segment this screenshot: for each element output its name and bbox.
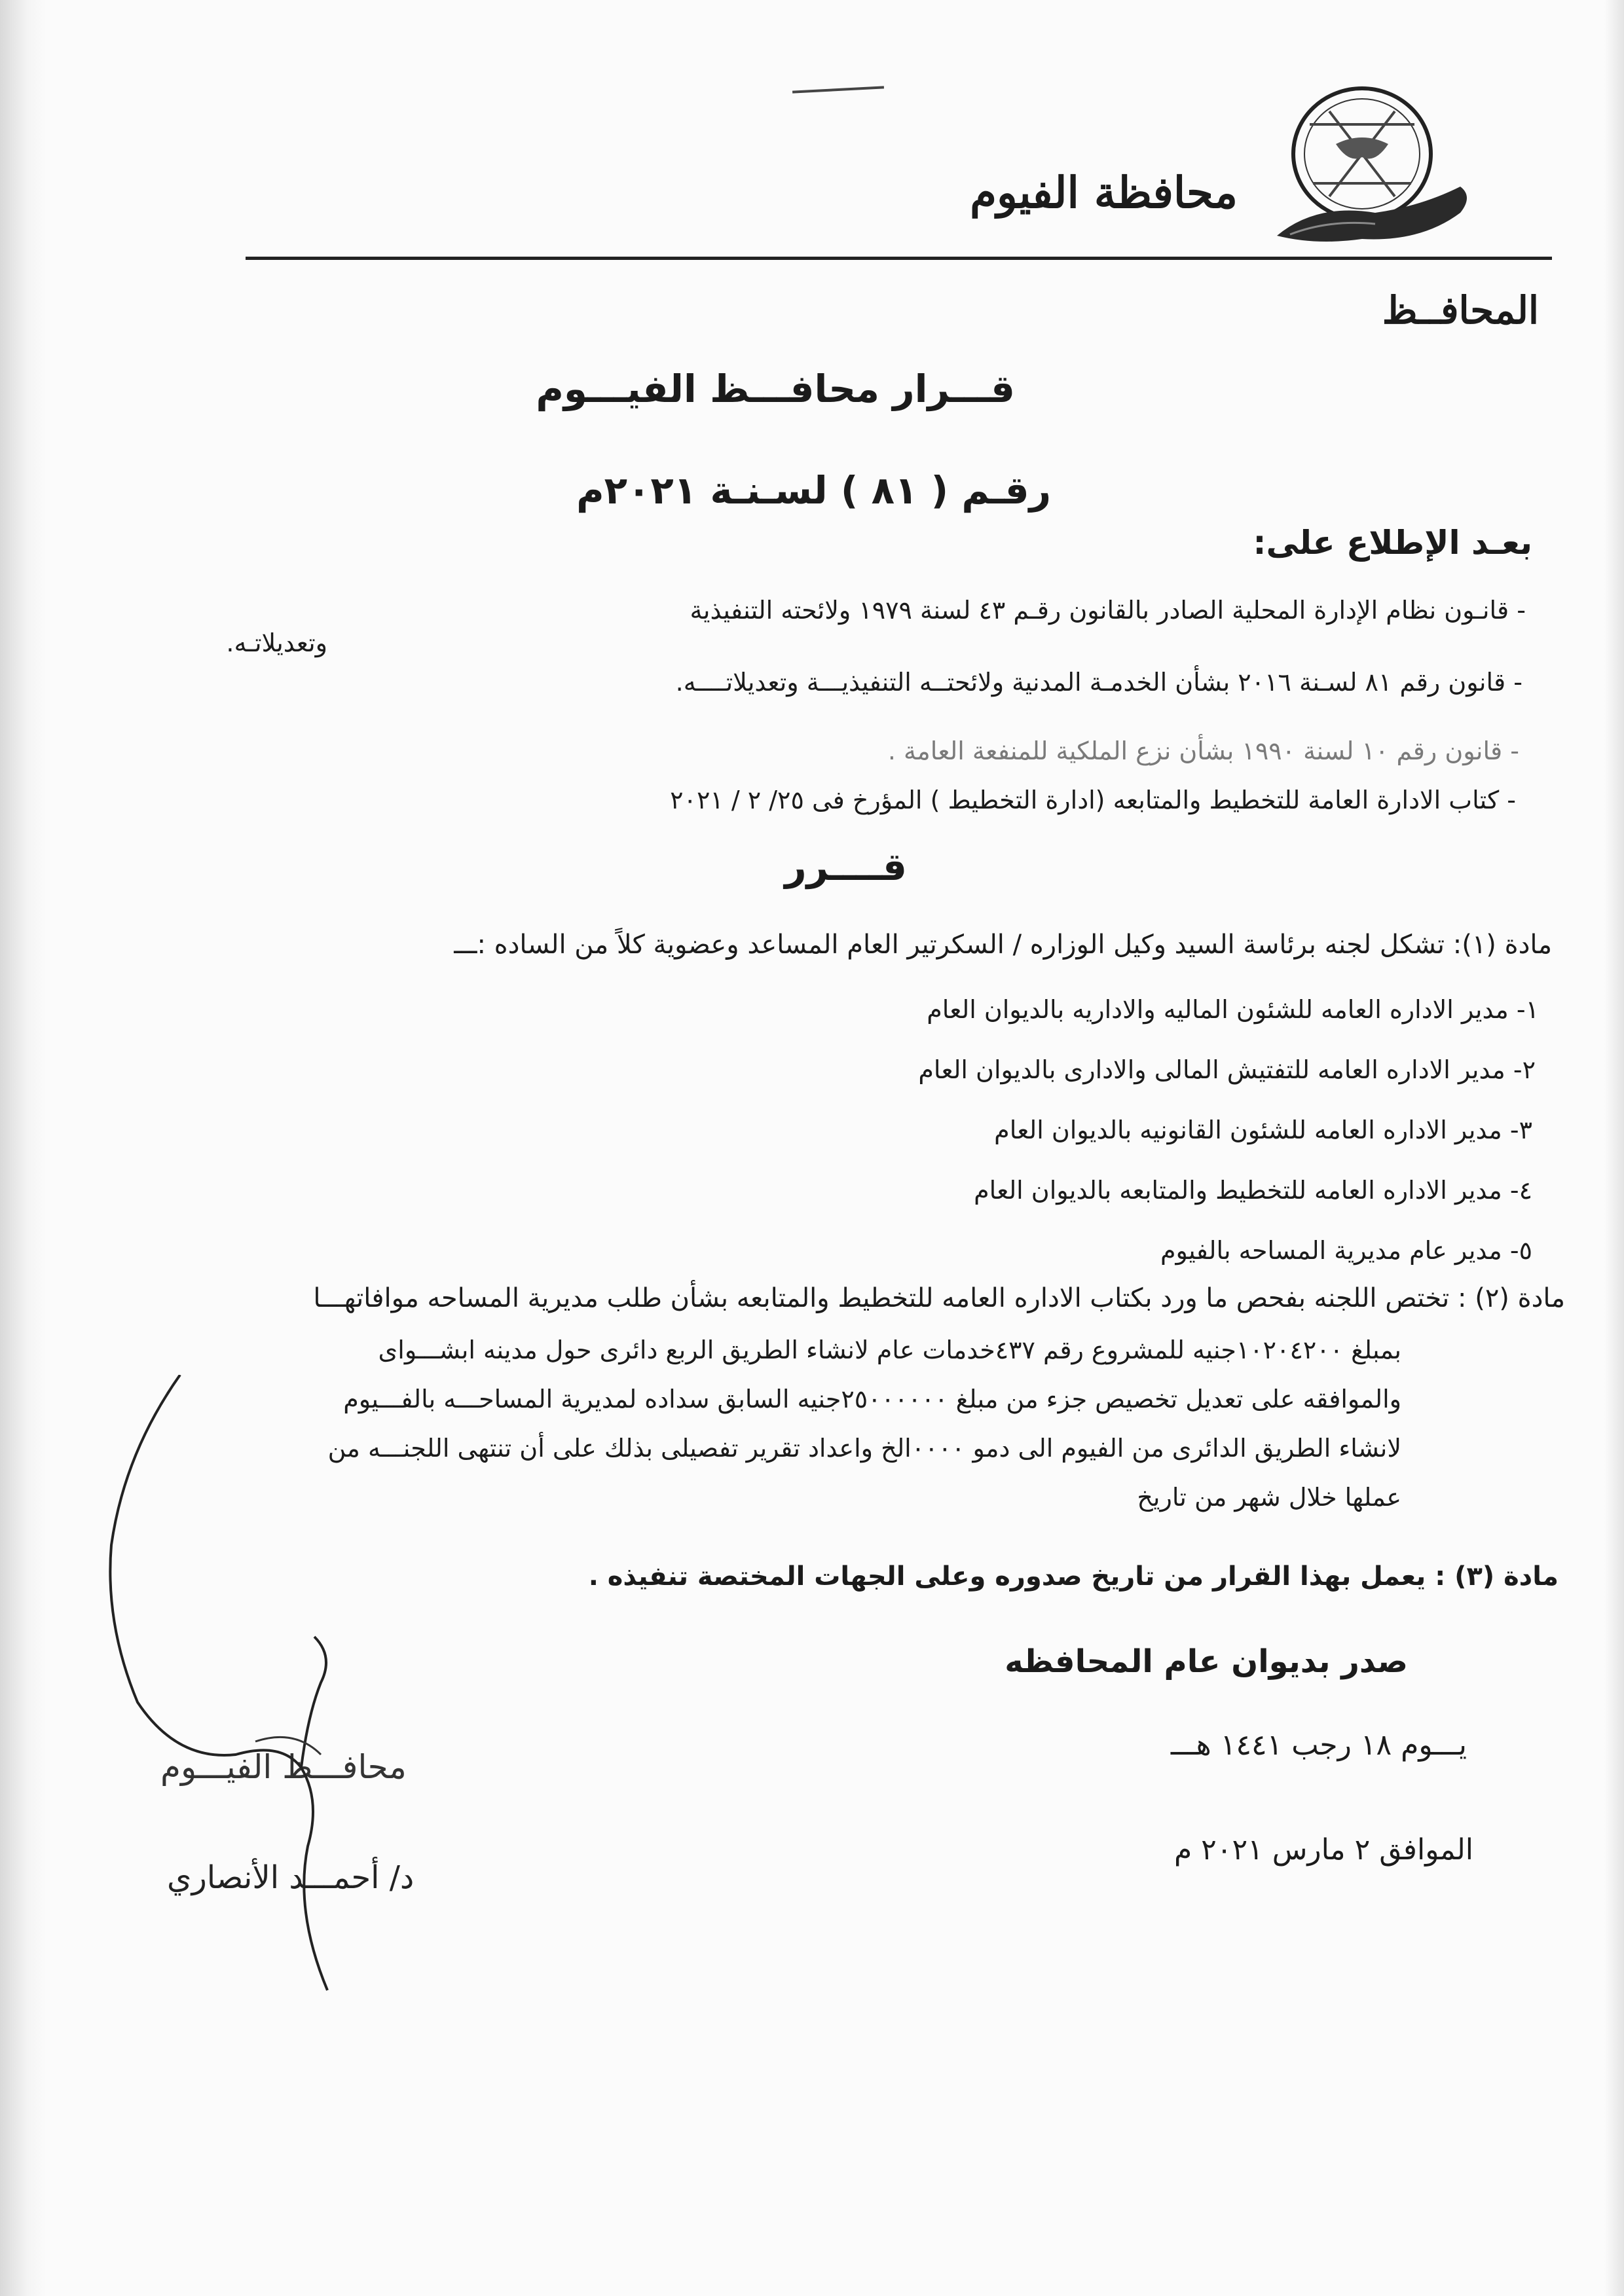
article-2-line: مادة (٢) : تختص اللجنه بفحص ما ورد بكتاب الاداره العامه للتخطيط والمتابعه بشأن طلب مديرية المساحه موافاتهـــا	[313, 1283, 1565, 1313]
preamble: بعـد الإطلاع على:	[1253, 524, 1532, 562]
header-rule	[246, 257, 1552, 260]
article-2-line: عملها خلال شهر من تاريخ	[1137, 1483, 1401, 1512]
signatory-name: د/ أحمـــد الأنصاري	[167, 1859, 415, 1896]
reference-item-continuation: وتعديلاتـه.	[226, 629, 327, 657]
article-2-line: لانشاء الطريق الدائرى من الفيوم الى دمو ٠٠٠٠الخ واعداد تقرير تفصيلى بذلك على أن تنتهى اللجنـــه من	[327, 1434, 1401, 1463]
gregorian-date: الموافق ٢ مارس ٢٠٢١ م	[1173, 1833, 1473, 1867]
article-1: مادة (١): تشكل لجنه برئاسة السيد وكيل الوزاره / السكرتير العام المساعد وعضوية كلاً من الساده :ـــ	[454, 930, 1552, 960]
governorate-name: محافظة الفيوم	[970, 167, 1238, 218]
governorate-emblem-icon	[1264, 72, 1480, 255]
committee-member: ٢- مدير الاداره العامه للتفتيش المالى والادارى بالديوان العام	[918, 1055, 1536, 1084]
scan-mark	[792, 86, 884, 93]
committee-member: ٣- مدير الاداره العامه للشئون القانونيه بالديوان العام	[994, 1116, 1532, 1144]
article-2-line: والموافقه على تعديل تخصيص جزء من مبلغ ٢٥٠٠٠٠٠٠جنيه السابق سداده لمديرية المساحـــه بالفـــيوم	[343, 1385, 1401, 1413]
scan-shadow-left	[0, 0, 46, 2296]
reference-item: - قانون رقم ١٠ لسنة ١٩٩٠ بشأن نزع الملكية للمنفعة العامة .	[887, 737, 1519, 765]
article-3: مادة (٣) : يعمل بهذا القرار من تاريخ صدوره وعلى الجهات المختصة تنفيذه .	[588, 1561, 1559, 1592]
article-2-line: بمبلغ ١٠٢٠٤٢٠٠جنيه للمشروع رقم ٤٣٧خدمات عام لانشاء الطريق الربع دائرى حول مدينه ابشـــواى	[378, 1336, 1401, 1364]
reference-item: - كتاب الادارة العامة للتخطيط والمتابعه (ادارة التخطيط ) المؤرخ فى ٢٥/ ٢ / ٢٠٢١	[670, 786, 1516, 814]
decree-title: قـــرار محافـــظ الفيـــوم	[536, 367, 1015, 411]
office-title: المحافــظ	[1382, 288, 1539, 333]
committee-member: ٤- مدير الاداره العامه للتخطيط والمتابعه بالديوان العام	[974, 1176, 1532, 1205]
committee-member: ٥- مدير عام مديرية المساحه بالفيوم	[1160, 1236, 1532, 1265]
hijri-date: يـــوم ١٨ رجب ١٤٤١ هـــ	[1170, 1728, 1467, 1762]
committee-member: ١- مدير الاداره العامه للشئون الماليه والاداريه بالديوان العام	[927, 995, 1539, 1024]
reference-item: - قانون رقم ٨١ لسـنة ٢٠١٦ بشأن الخدمـة المدنية ولائحتــه التنفيذيـــة وتعديلاتــــه.	[675, 668, 1522, 697]
issued-at: صدر بديوان عام المحافظه	[1005, 1643, 1408, 1680]
decree-number: رقـم ( ٨١ ) لسـنـة ٢٠٢١م	[576, 468, 1051, 513]
signatory-title: محافـــظ الفيـــوم	[160, 1748, 407, 1786]
decided-heading: قــــرر	[784, 845, 907, 889]
scan-shadow-right	[1604, 0, 1624, 2296]
reference-item: - قانـون نظام الإدارة المحلية الصادر بالقانون رقـم ٤٣ لسنة ١٩٧٩ ولائحته التنفيذية	[690, 596, 1526, 625]
handwritten-signature-icon	[85, 1375, 413, 1997]
